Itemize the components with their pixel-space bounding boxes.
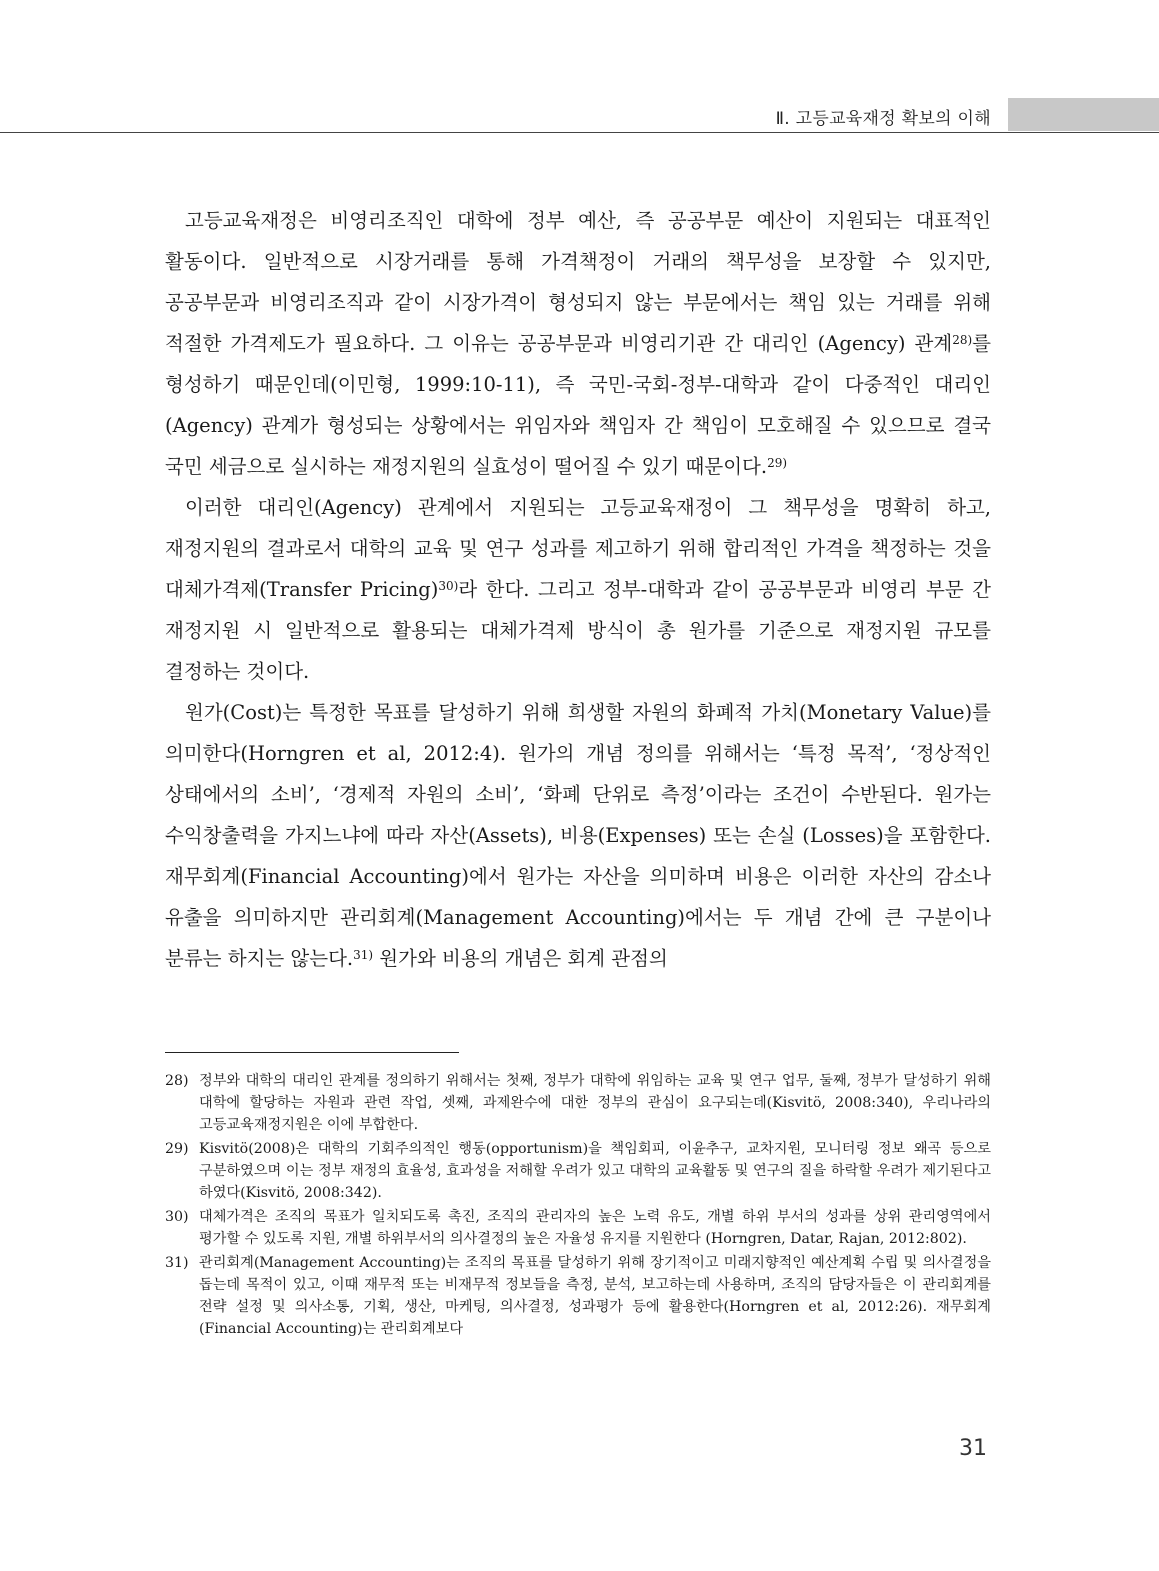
- footnote-30: [165, 1206, 991, 1250]
- footnote-number: 28): [165, 1073, 189, 1089]
- footnote-divider: [165, 1052, 459, 1053]
- paragraph-3-text-a: 원가(Cost)는 특정한 목표를 달성하기 위해 희생할 자원의 화폐적 가치(Monetary Value)를 의미한다(Horngren et al, 2012:4). 원가의 개념 정의를 위해서는 ‘특정 목적’, ‘정상적인 상태에서의 소비’, ‘경제적 자원의 소비’, ‘화폐 단위로 측정’이라는 조건이 수반된다. 원가는 수익창출력을 가지느냐에 따라 자산(Assets), 비용(Expenses) 또는 손실 (Losses)을 포함한다. 재무회계(Financial Accounting)에서 원가는 자산을 의미하며 비용은 이러한 자산의 감소나 유출을 의미하지만 관리회계(Management Accounting)에서는 두 개념 간에 큰 구분이나 분류는 하지는 않는다.: [165, 701, 991, 970]
- main-body: [165, 200, 991, 979]
- paragraph-3: [165, 692, 991, 979]
- paragraph-1: [165, 200, 991, 487]
- paragraph-1-text-b: 를 형성하기 때문인데(이민형, 1999:10-11), 즉 국민-국회-정부-대학과 같이 다중적인 대리인(Agency) 관계가 형성되는 상황에서는 위임자와 책임자 간 책임이 모호해질 수 있으므로 결국 국민 세금으로 실시하는 재정지원의 실효성이 떨어질 수 있기 때문이다.: [165, 332, 991, 478]
- chapter-title: Ⅱ. 고등교육재정 확보의 이해: [775, 109, 991, 129]
- page-number: 31: [959, 1436, 987, 1461]
- paragraph-3-text-b: 원가와 비용의 개념은 회계 관점의: [373, 947, 668, 970]
- paragraph-1-text-a: 고등교육재정은 비영리조직인 대학에 정부 예산, 즉 공공부문 예산이 지원되는 대표적인 활동이다. 일반적으로 시장거래를 통해 가격책정이 거래의 책무성을 보장할 수 있지만, 공공부문과 비영리조직과 같이 시장가격이 형성되지 않는 부문에서는 책임 있는 거래를 위해 적절한 가격제도가 필요하다. 그 이유는 공공부문과 비영리기관 간 대리인 (Agency) 관계: [165, 209, 991, 355]
- footnote-text: 대체가격은 조직의 목표가 일치되도록 촉진, 조직의 관리자의 높은 노력 유도, 개별 하위 부서의 성과를 상위 관리영역에서 평가할 수 있도록 지원, 개별 하위부서의 의사결정의 높은 자율성 유지를 지원한다 (Horngren, Datar, Rajan, 2012:802).: [199, 1209, 991, 1247]
- footnote-29: [165, 1138, 991, 1204]
- footnotes: [165, 1070, 991, 1342]
- footnote-number: 29): [165, 1141, 189, 1157]
- running-header: [0, 98, 1159, 133]
- footnote-ref-31[interactable]: 31): [353, 948, 374, 962]
- footnote-ref-29[interactable]: 29): [767, 456, 788, 470]
- footnote-number: 30): [165, 1209, 189, 1225]
- footnote-number: 31): [165, 1255, 189, 1271]
- footnote-text: 정부와 대학의 대리인 관계를 정의하기 위해서는 첫째, 정부가 대학에 위임하는 교육 및 연구 업무, 둘째, 정부가 달성하기 위해 대학에 할당하는 자원과 관련 작업, 셋째, 과제완수에 대한 정부의 관심이 요구되는데(Kisvitö, 2008:340), 우리나라의 고등교육재정지원은 이에 부합한다.: [199, 1073, 991, 1133]
- footnote-text: 관리회계(Management Accounting)는 조직의 목표를 달성하기 위해 장기적이고 미래지향적인 예산계획 수립 및 의사결정을 돕는데 목적이 있고, 이때 재무적 또는 비재무적 정보들을 측정, 분석, 보고하는데 사용하며, 조직의 담당자들은 이 관리회계를 전략 설정 및 의사소통, 기획, 생산, 마케팅, 의사결정, 성과평가 등에 활용한다(Horngren et al, 2012:26). 재무회계(Financial Accounting)는 관리회계보다: [199, 1255, 991, 1337]
- header-gray-tab: [1008, 98, 1159, 131]
- footnote-text: Kisvitö(2008)은 대학의 기회주의적인 행동(opportunism)을 책임회피, 이윤추구, 교차지원, 모니터링 정보 왜곡 등으로 구분하였으며 이는 정부 재정의 효율성, 효과성을 저해할 우려가 있고 대학의 교육활동 및 연구의 질을 하락할 우려가 제기된다고 하였다(Kisvitö, 2008:342).: [199, 1141, 991, 1201]
- footnote-ref-28[interactable]: 28): [952, 333, 973, 347]
- paragraph-2: [165, 487, 991, 692]
- paragraph-2-text-a: 이러한 대리인(Agency) 관계에서 지원되는 고등교육재정이 그 책무성을 명확히 하고, 재정지원의 결과로서 대학의 교육 및 연구 성과를 제고하기 위해 합리적인 가격을 책정하는 것을 대체가격제(Transfer Pricing): [165, 496, 991, 601]
- footnote-31: [165, 1252, 991, 1340]
- footnote-ref-30[interactable]: 30): [438, 579, 459, 593]
- paragraph-2-text-b: 라 한다. 그리고 정부-대학과 같이 공공부문과 비영리 부문 간 재정지원 시 일반적으로 활용되는 대체가격제 방식이 총 원가를 기준으로 재정지원 규모를 결정하는 것이다.: [165, 578, 991, 683]
- footnote-28: [165, 1070, 991, 1136]
